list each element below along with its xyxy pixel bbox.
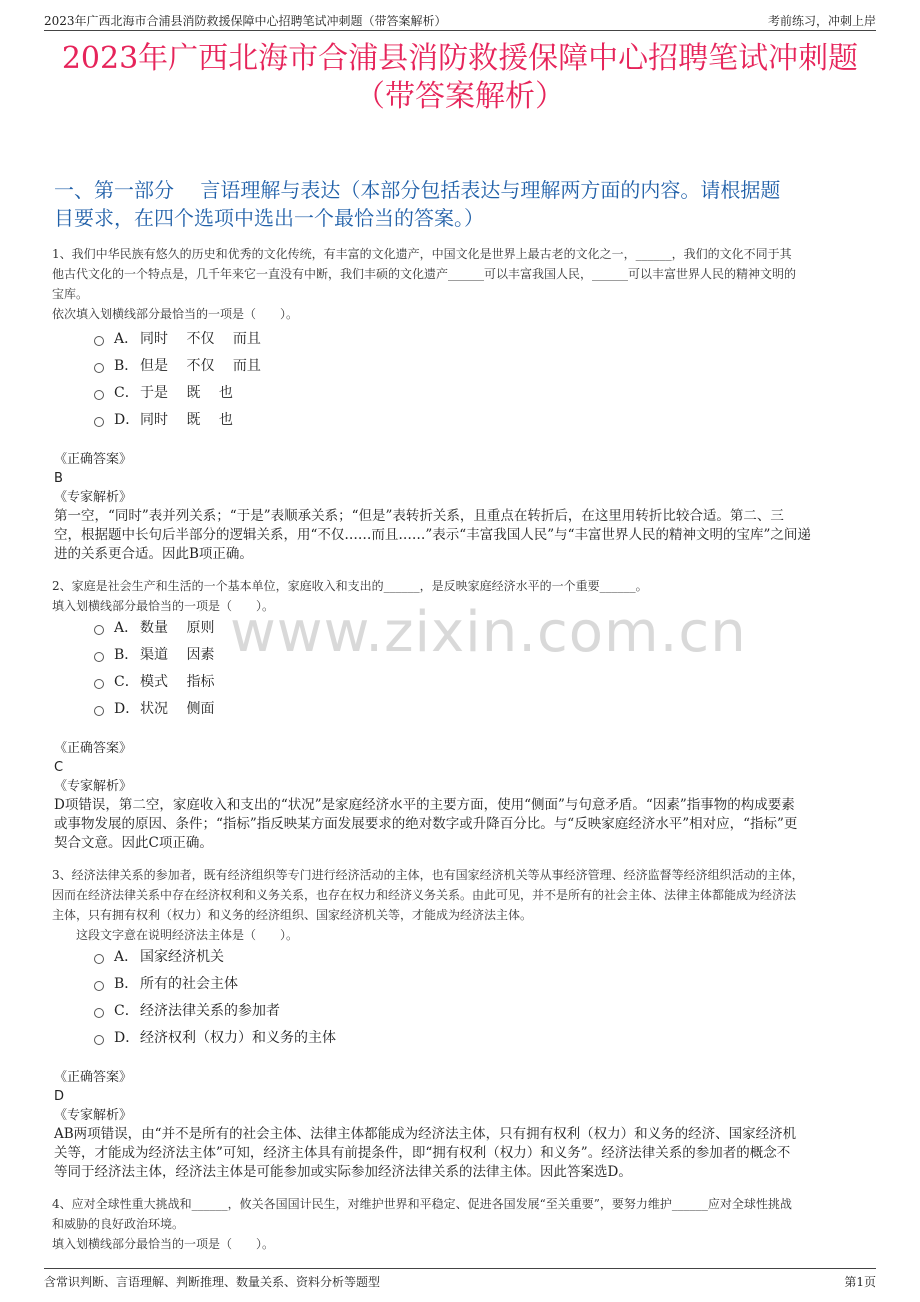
section-heading xyxy=(54,176,874,232)
analysis-line: 空，根据题中长句后半部分的逻辑关系，用“不仅……而且……”表示“丰富我国人民”与“丰富世界人民的精神文明的宝库”之间递 xyxy=(54,527,811,543)
radio-icon[interactable] xyxy=(94,1035,104,1045)
question-2-option-b[interactable] xyxy=(94,644,214,664)
question-3-answer-block xyxy=(54,1068,874,1182)
option-letter: B． xyxy=(114,647,139,663)
analysis-line: 关等，才能成为经济法主体”可知，经济主体具有前提条件，即“拥有权利（权力）和义务”。经济法律关系的参加者的概念不 xyxy=(54,1145,791,1161)
option-text: 同时 不仅 而且 xyxy=(140,331,261,347)
question-2-option-c[interactable] xyxy=(94,671,214,691)
question-3-option-d[interactable] xyxy=(94,1027,336,1047)
option-letter: D． xyxy=(114,1030,140,1046)
question-line: 填入划横线部分最恰当的一项是（ ）。 xyxy=(52,1237,275,1251)
analysis-label: 《专家解析》 xyxy=(54,779,133,794)
option-letter: C． xyxy=(114,385,139,401)
radio-icon[interactable] xyxy=(94,363,104,373)
analysis-line: AB两项错误，由“并不是所有的社会主体、法律主体都能成为经济法主体，只有拥有权利（权力）和义务的经济、国家经济机 xyxy=(54,1126,797,1142)
analysis-line: D项错误，第二空，家庭收入和支出的“状况”是家庭经济水平的主要方面，使用“侧面”与句意矛盾。“因素”指事物的构成要素 xyxy=(54,797,795,813)
question-3-stem xyxy=(52,865,872,945)
question-2-option-d[interactable] xyxy=(94,698,214,718)
option-text: 数量 原则 xyxy=(140,620,215,636)
option-letter: A． xyxy=(114,949,139,965)
answer-label: 《正确答案》 xyxy=(54,452,133,467)
question-1-option-b[interactable] xyxy=(94,355,261,375)
answer-value: B xyxy=(54,471,63,486)
option-text: 但是 不仅 而且 xyxy=(140,358,261,374)
analysis-line: 或事物发展的原因、条件；“指标”指反映某方面发展要求的绝对数字或升降百分比。与“反映家庭经济水平”相对应，“指标”更 xyxy=(54,816,798,832)
question-4-stem xyxy=(52,1194,872,1254)
analysis-line: 等同于经济法主体，经济法主体是可能参加或实际参加经济法律关系的法律主体。因此答案选D。 xyxy=(54,1164,632,1180)
radio-icon[interactable] xyxy=(94,981,104,991)
option-text: 同时 既 也 xyxy=(140,412,233,428)
question-line: 填入划横线部分最恰当的一项是（ ）。 xyxy=(52,599,275,613)
page-title xyxy=(40,40,880,116)
option-text: 模式 指标 xyxy=(140,674,215,690)
option-text: 所有的社会主体 xyxy=(140,976,238,992)
question-line: 宝库。 xyxy=(52,287,89,301)
page-title-line-2: （带答案解析） xyxy=(355,79,565,114)
answer-label: 《正确答案》 xyxy=(54,1070,133,1085)
option-text: 国家经济机关 xyxy=(140,949,224,965)
radio-icon[interactable] xyxy=(94,336,104,346)
answer-label: 《正确答案》 xyxy=(54,741,133,756)
page-header xyxy=(44,8,876,31)
question-line: 主体，只有拥有权利（权力）和义务的经济组织、国家经济机关等，才能成为经济法主体。 xyxy=(52,908,533,922)
page-number: 第1页 xyxy=(844,1275,876,1289)
radio-icon[interactable] xyxy=(94,417,104,427)
option-text: 渠道 因素 xyxy=(140,647,215,663)
option-letter: A． xyxy=(114,620,139,636)
option-letter: B． xyxy=(114,358,139,374)
header-doc-title: 2023年广西北海市合浦县消防救援保障中心招聘笔试冲刺题（带答案解析） xyxy=(44,14,447,28)
question-1-option-c[interactable] xyxy=(94,382,233,402)
radio-icon[interactable] xyxy=(94,625,104,635)
option-letter: D． xyxy=(114,412,140,428)
option-text: 经济权利（权力）和义务的主体 xyxy=(140,1030,336,1046)
question-line: 4、应对全球性重大挑战和______，攸关各国国计民生，对维护世界和平稳定、促进各国发展“至关重要”，要努力维护______应对全球性挑战 xyxy=(52,1197,792,1211)
question-line: 依次填入划横线部分最恰当的一项是（ ）。 xyxy=(52,307,299,321)
question-line: 3、经济法律关系的参加者，既有经济组织等专门进行经济活动的主体，也有国家经济机关等从事经济管理、经济监督等经济组织活动的主体， xyxy=(52,868,804,882)
analysis-line: 进的关系更合适。因此B项正确。 xyxy=(54,546,253,562)
question-1-answer-block xyxy=(54,450,874,564)
question-line: 和威胁的良好政治环境。 xyxy=(52,1217,185,1231)
question-line: 因而在经济法律关系中存在经济权利和义务关系，也存在权力和经济义务关系。由此可见，并不是所有的社会主体、法律主体都能成为经济法 xyxy=(52,888,797,902)
option-letter: C． xyxy=(114,1003,139,1019)
answer-value: C xyxy=(54,760,64,775)
question-1-option-a[interactable] xyxy=(94,328,261,348)
header-slogan: 考前练习，冲刺上岸 xyxy=(767,14,876,28)
page-footer xyxy=(44,1268,876,1291)
page-title-line-1: 2023年广西北海市合浦县消防救援保障中心招聘笔试冲刺题 xyxy=(61,41,859,76)
question-line: 他古代文化的一个特点是，几千年来它一直没有中断，我们丰硕的文化遗产______可以丰富我国人民，______可以丰富世界人民的精神文明的 xyxy=(52,267,797,281)
watermark: www.zixin.com.cn xyxy=(230,600,747,665)
radio-icon[interactable] xyxy=(94,652,104,662)
radio-icon[interactable] xyxy=(94,390,104,400)
question-3-option-b[interactable] xyxy=(94,973,238,993)
radio-icon[interactable] xyxy=(94,954,104,964)
option-letter: A． xyxy=(114,331,139,347)
question-2-answer-block xyxy=(54,739,874,853)
analysis-label: 《专家解析》 xyxy=(54,1108,133,1123)
analysis-line: 契合文意。因此C项正确。 xyxy=(54,835,213,851)
question-3-option-c[interactable] xyxy=(94,1000,280,1020)
question-2-option-a[interactable] xyxy=(94,617,214,637)
radio-icon[interactable] xyxy=(94,706,104,716)
question-line: 1、我们中华民族有悠久的历史和优秀的文化传统，有丰富的文化遗产，中国文化是世界上最古老的文化之一，______，我们的文化不同于其 xyxy=(52,247,792,261)
option-letter: C． xyxy=(114,674,139,690)
footer-description: 含常识判断、言语理解、判断推理、数量关系、资料分析等题型 xyxy=(44,1275,381,1289)
option-letter: D． xyxy=(114,701,140,717)
analysis-line: 第一空，“同时”表并列关系；“于是”表顺承关系；“但是”表转折关系，且重点在转折后，在这里用转折比较合适。第二、三 xyxy=(54,508,784,524)
question-line: 2、家庭是社会生产和生活的一个基本单位，家庭收入和支出的______，是反映家庭经济水平的一个重要______。 xyxy=(52,579,648,593)
radio-icon[interactable] xyxy=(94,679,104,689)
question-1-option-d[interactable] xyxy=(94,409,233,429)
section-heading-line-1: 一、第一部分 言语理解与表达（本部分包括表达与理解两方面的内容。请根据题 xyxy=(54,178,781,202)
option-text: 经济法律关系的参加者 xyxy=(140,1003,280,1019)
question-3-option-a[interactable] xyxy=(94,946,224,966)
answer-value: D xyxy=(54,1089,65,1104)
radio-icon[interactable] xyxy=(94,1008,104,1018)
option-text: 状况 侧面 xyxy=(140,701,215,717)
analysis-label: 《专家解析》 xyxy=(54,490,133,505)
option-letter: B． xyxy=(114,976,139,992)
question-1-stem xyxy=(52,244,872,324)
question-line: 这段文字意在说明经济法主体是（ ）。 xyxy=(52,928,299,942)
section-heading-line-2: 目要求，在四个选项中选出一个最恰当的答案。） xyxy=(54,206,484,230)
option-text: 于是 既 也 xyxy=(140,385,233,401)
